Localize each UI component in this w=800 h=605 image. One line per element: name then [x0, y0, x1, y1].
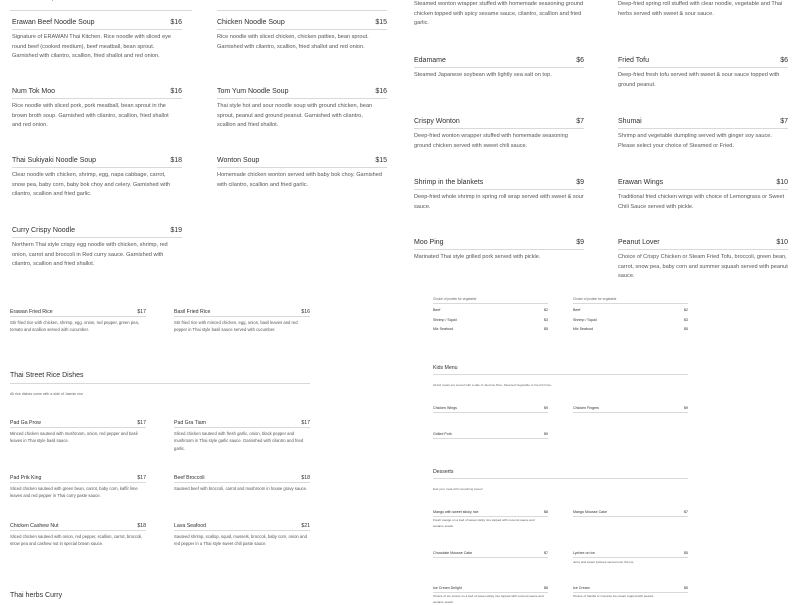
- item-description: Stir fried rice with chicken, shrimp, egg, onion, red pepper, green pea, tomato and scallion served with cucumber.: [10, 320, 139, 333]
- divider: [433, 592, 548, 593]
- item-price: $8: [544, 510, 548, 514]
- divider: [217, 167, 387, 168]
- item-description: Minced chicken sauteed with mushroom, onion, red pepper and basil leaves in Thai style basil sauce.: [10, 431, 138, 444]
- item-description: Signature of ERAWAN Thai Kitchen. Rice noodle with sliced eye round beef (cooked medium), beef meatball, bean sprout. Garnished with cilantro, scallion, fried shallot and red onion.: [12, 34, 171, 60]
- herbs-curry-title: Thai herbs Curry: [10, 592, 63, 599]
- divider: [10, 482, 146, 483]
- item-price: $5: [684, 586, 688, 590]
- item-name: Shrimp in the blankets: [414, 179, 484, 186]
- menu-item-pad-ga-prow: [10, 420, 146, 426]
- item-price: $7: [576, 118, 584, 125]
- item-price: $18: [137, 523, 146, 529]
- mini-table-row: [573, 308, 688, 312]
- desserts-title: Desserts: [433, 469, 454, 475]
- item-name: Edamame: [414, 57, 446, 64]
- menu-item-curry-crispy-noodle: [12, 227, 182, 234]
- divider: [573, 303, 688, 304]
- item-price: $5: [684, 327, 688, 331]
- divider: [618, 249, 788, 250]
- divider: [10, 530, 146, 531]
- divider: [414, 249, 584, 250]
- item-name: Shumai: [618, 118, 642, 125]
- menu-item-kids-grilled-pork: [433, 432, 548, 436]
- menu-item-shrimp-in-the-blankets: [414, 179, 584, 186]
- divider: [414, 128, 584, 129]
- item-name: Grilled Pork: [433, 432, 452, 436]
- divider: [12, 167, 182, 168]
- item-name: Thai Sukiyaki Noodle Soup: [12, 157, 97, 164]
- item-price: $2: [684, 308, 688, 312]
- menu-item-shumai: [618, 118, 788, 125]
- divider: [618, 189, 788, 190]
- item-name: Lychee on ice: [573, 551, 596, 555]
- divider: [217, 29, 387, 30]
- item-price: $9: [544, 406, 548, 410]
- mini-table-row: [573, 327, 688, 331]
- menu-item-basil-fried-rice: [174, 309, 310, 315]
- menu-item-edamame: [414, 57, 584, 64]
- item-description: Sliced chicken sauteed with onion, red pepper, scallion, carrot, broccoli, snow pea and cashew nut in special brown sauce.: [10, 534, 143, 547]
- divider: [433, 303, 548, 304]
- item-description: Sliced chicken sauteed with fresh garlic, onion, black pepper and mushroom in Thai style garlic sauce. Garnished with cilantro and fried garlic.: [174, 431, 304, 451]
- item-name: Curry Crispy Noodle: [12, 227, 76, 234]
- item-price: $16: [170, 88, 182, 95]
- item-description: Deep-fried wonton wrapper stuffed with homemade seasoning ground chicken served with sweet chili sauce.: [414, 133, 568, 149]
- menu-item-chicken-noodle-soup: [217, 19, 387, 26]
- item-price: $17: [137, 420, 146, 426]
- menu-item-kids-chicken-fingers: [573, 406, 688, 410]
- divider: [414, 67, 584, 68]
- item-price: $6: [576, 57, 584, 64]
- divider: [433, 412, 548, 413]
- item-name: Crispy Wonton: [414, 118, 460, 125]
- item-description: Northern Thai style crispy egg noodle with chicken, shrimp, red onion, carrot and broccoli in Red curry sauce. Garnished with cilantro, scallion and fried shallot.: [12, 242, 168, 268]
- mini-table-row: [433, 308, 548, 312]
- divider: [174, 482, 310, 483]
- item-price: $9: [576, 239, 584, 246]
- menu-item-num-tok-moo: [12, 88, 182, 95]
- divider: [10, 427, 146, 428]
- item-name: Ice Cream: [573, 586, 590, 590]
- divider: [10, 10, 192, 11]
- item-name: Fried Tofu: [618, 57, 649, 64]
- item-description: Homemade chicken wonton served with baby bok choy. Garnished with cilantro, scallion and fried garlic.: [217, 172, 382, 188]
- menu-item-erawan-fried-rice: [10, 309, 146, 315]
- divider: [573, 592, 688, 593]
- item-name: Erawan Beef Noodle Soup: [12, 19, 95, 26]
- menu-item-kids-chicken-wings: [433, 406, 548, 410]
- item-price: $19: [170, 227, 182, 234]
- menu-item-tom-yum-noodle-soup: [217, 88, 387, 95]
- item-name: Chicken Wings: [433, 406, 457, 410]
- menu-item-moo-ping: [414, 239, 584, 246]
- item-price: $17: [137, 475, 146, 481]
- item-price: $6: [780, 57, 788, 64]
- item-description: Choice of Crispy Chicken or Steam Fried Tofu, broccoli, green bean, carrot, snow pea, baby corn and summer squash served with peanut sauce.: [618, 254, 788, 280]
- item-description: Sauteed shrimp, scallop, squid, mussels, broccoli, baby corn, onion and red pepper in a Thai style sweet chili paste sauce.: [174, 534, 307, 547]
- divider: [433, 374, 688, 375]
- menu-item-peanut-lover: [618, 239, 788, 246]
- divider: [573, 557, 688, 558]
- item-name: Mix Seafood: [433, 327, 453, 331]
- divider: [433, 438, 548, 439]
- item-description: Traditional fried chicken wings with choice of Lemongrass or Sweet Chili Sauce served with pickle.: [618, 194, 785, 210]
- item-price: $16: [170, 19, 182, 26]
- menu-item-pad-gra-tiam: [174, 420, 310, 426]
- item-name: Moo Ping: [414, 239, 444, 246]
- item-price: $7: [684, 510, 688, 514]
- item-price: $5: [684, 551, 688, 555]
- desserts-note: End your meal with something sweet!: [433, 487, 483, 491]
- item-name: Erawan Wings: [618, 179, 664, 186]
- item-name: Mango Mousse Cake: [573, 510, 607, 514]
- menu-item-erawan-beef-noodle-soup: [12, 19, 182, 26]
- mini-table-header: Choice of protein for vegetable: [573, 297, 617, 301]
- menu-item-wonton-soup: [217, 157, 387, 164]
- item-description: Deep-fried fresh tofu served with sweet & sour sauce topped with ground peanut.: [618, 72, 780, 88]
- item-name: Erawan Fried Rice: [10, 309, 53, 315]
- menu-item-fried-tofu: [618, 57, 788, 64]
- divider: [573, 412, 688, 413]
- mini-table-row: [433, 327, 548, 331]
- kids-menu-note: All kid meals are served with a side of Jasmine Rice, Steamed Vegetable or French Fries.: [433, 383, 552, 387]
- menu-item-lava-seafood: [174, 523, 310, 529]
- item-name: Pad Prik King: [10, 475, 42, 481]
- menu-item-pad-prik-king: [10, 475, 146, 481]
- menu-item-erawan-wings: [618, 179, 788, 186]
- divider: [10, 383, 310, 384]
- item-price: $8: [544, 586, 548, 590]
- item-name: Pad Ga Prow: [10, 420, 41, 426]
- mini-table-row: [433, 318, 548, 322]
- item-price: $5: [544, 327, 548, 331]
- item-description: Juicy and sweet lychees served over the ice.: [573, 560, 635, 564]
- item-description: Choice of ice cream on a bed of sweet sticky rice topped with coconut sauce and sesame seeds.: [433, 594, 544, 604]
- menu-item-chicken-cashew-nut: [10, 523, 146, 529]
- divider: [433, 478, 688, 479]
- item-price: $9: [684, 406, 688, 410]
- divider: [414, 189, 584, 190]
- item-price: $18: [301, 475, 310, 481]
- item-price: $15: [375, 19, 387, 26]
- item-name: Ice Cream Delight: [433, 586, 462, 590]
- divider: [12, 98, 182, 99]
- item-price: $7: [780, 118, 788, 125]
- item-price: $3: [544, 318, 548, 322]
- divider: [174, 316, 310, 317]
- item-name: Peanut Lover: [618, 239, 660, 246]
- item-description: Steamed wonton wrapper stuffed with homemade seasoning ground chicken topped with spicy sesame sauce, cilantro, scallion and fried garlic.: [414, 1, 584, 27]
- item-name: Num Tok Moo: [12, 88, 56, 95]
- divider: [573, 516, 688, 517]
- mini-table-row: [573, 318, 688, 322]
- item-price: $21: [301, 523, 310, 529]
- item-name: Beef Broccoli: [174, 475, 205, 481]
- menu-item-thai-sukiyaki-noodle-soup: [12, 157, 182, 164]
- item-name: Chocolate Mousse Cake: [433, 551, 473, 555]
- item-price: $3: [684, 318, 688, 322]
- divider: [433, 557, 548, 558]
- item-name: Beef: [433, 308, 441, 312]
- menu-item-chocolate-mousse-cake: [433, 551, 548, 555]
- item-description: Stir fried rice with minced chicken, egg, onion, basil leaves and red pepper in Thai style basil sauce served with cucumber.: [174, 320, 298, 333]
- divider: [433, 516, 548, 517]
- item-description: Rice noodle with sliced pork, pork meatball, bean sprout in the brown broth soup. Garnished with cilantro, scallion, fried shallot and red onion.: [12, 103, 169, 129]
- item-name: Wonton Soup: [217, 157, 260, 164]
- menu-item-ice-cream-delight: [433, 586, 548, 590]
- item-name: Pad Gra Tiam: [174, 420, 207, 426]
- item-name: Mix Seafood: [573, 327, 593, 331]
- item-name: Lava Seafood: [174, 523, 207, 529]
- item-description: Clear noodle with chicken, shrimp, egg, napa cabbage, carrot, snow pea, baby corn, baby bok choy and celery. Garnished with cilantro, scallion and fried garlic.: [12, 172, 171, 198]
- divider: [217, 10, 387, 11]
- item-price: $15: [375, 157, 387, 164]
- item-name: Shrimp / Squid: [433, 318, 457, 322]
- divider: [12, 237, 182, 238]
- item-price: $16: [301, 309, 310, 315]
- item-price: $9: [576, 179, 584, 186]
- item-price: $10: [776, 179, 788, 186]
- item-name: Chicken Noodle Soup: [217, 19, 285, 26]
- item-description: Thai style hot and sour noodle soup with ground chicken, bean sprout, peanut and ground peanut. Garnished with cilantro, scallion and fried shallot.: [217, 103, 373, 129]
- item-price: $17: [301, 420, 310, 426]
- item-description: Deep-fried whole shrimp in spring roll wrap served with sweet & sour sauce.: [414, 194, 584, 210]
- item-name: Basil Fried Rice: [174, 309, 211, 315]
- item-description: Shrimp and vegetable dumpling served with ginger soy sauce. Please select your choice of Steamed or Fried.: [618, 133, 772, 149]
- item-name: Chicken Cashew Nut: [10, 523, 59, 529]
- street-rice-title: Thai Street Rice Dishes: [10, 372, 84, 379]
- item-name: Shrimp / Squid: [573, 318, 597, 322]
- item-price: $10: [776, 239, 788, 246]
- item-description: Steamed Japanese soybean with lightly sea salt on top.: [414, 72, 552, 78]
- mini-table-header: Choice of protein for vegetable: [433, 297, 477, 301]
- menu-item-mango-sticky-rice: [433, 510, 548, 514]
- item-price: $17: [137, 309, 146, 315]
- item-price: $16: [375, 88, 387, 95]
- noodle-soups-title: [10, 0, 60, 1]
- divider: [618, 128, 788, 129]
- item-description: Rice noodle with sliced chicken, chicken patties, bean sprout. Garnished with cilantro, scallion, fried shallot and red onion.: [217, 34, 369, 50]
- item-price: $18: [170, 157, 182, 164]
- menu-item-crispy-wonton: [414, 118, 584, 125]
- item-description: Sauteed beef with broccoli, carrot and mushroom in house gravy sauce.: [174, 486, 308, 491]
- menu-item-lychee-on-ice: [573, 551, 688, 555]
- divider: [10, 316, 146, 317]
- kids-menu-title: Kids Menu: [433, 365, 458, 371]
- item-description: Fresh mango on a bed of sweet sticky rice topped with coconut sauce and sesame seeds.: [433, 518, 535, 528]
- divider: [217, 98, 387, 99]
- divider: [12, 29, 182, 30]
- divider: [618, 67, 788, 68]
- menu-item-beef-broccoli: [174, 475, 310, 481]
- item-price: $2: [544, 308, 548, 312]
- item-price: $9: [544, 432, 548, 436]
- item-name: Tom Yum Noodle Soup: [217, 88, 289, 95]
- menu-item-ice-cream: [573, 586, 688, 590]
- item-description: Marinated Thai style grilled pork served with pickle.: [414, 254, 541, 260]
- item-description: Deep-fried spring roll stuffed with clear noodle, vegetable and Thai herbs served with sweet & sour sauce.: [618, 1, 783, 17]
- item-name: Mango with sweet sticky rice: [433, 510, 479, 514]
- menu-item-mango-mousse-cake: [573, 510, 688, 514]
- item-name: Chicken Fingers: [573, 406, 599, 410]
- item-name: Beef: [573, 308, 581, 312]
- divider: [174, 530, 310, 531]
- item-price: $7: [544, 551, 548, 555]
- divider: [174, 427, 310, 428]
- item-description: Choice of Vanilla or Coconut ice cream topped with peanut.: [573, 594, 655, 598]
- item-description: Sliced chicken sauteed with green bean, carrot, baby corn, kaffir lime leaves and red pepper in Thai curry paste sauce.: [10, 486, 138, 499]
- street-rice-note: All rice dishes come with a side of Jasmin rice: [10, 392, 84, 396]
